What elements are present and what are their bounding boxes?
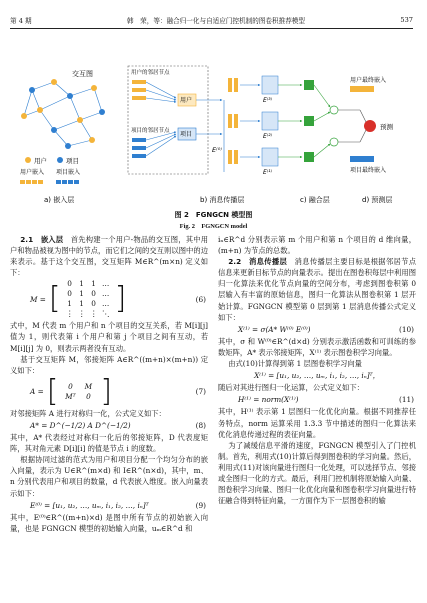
e1-label: E⁽¹⁾ <box>263 169 273 176</box>
matrix-cell: 1 <box>79 289 84 299</box>
propagation-layer <box>128 66 278 204</box>
adjacency-cell: Mᵀ <box>65 391 76 401</box>
adjacency-cell: 0 <box>86 391 91 401</box>
left-column <box>10 234 208 534</box>
equation-11 <box>218 394 416 405</box>
para-propagation-intro: 消息传播层主要目标是根据邻居节点信息来更新目标节点的向量表示。提出在图卷积每层中利用图归一化算法来优化节点向量的空间分布，考虑到图卷积第 0 层输入有丰富的原始信息，图归一化算法从图卷积第 1 层开始计算。FGNGCN 模型第 0 层到第 1 层消息传播公式定义如下： <box>218 257 416 322</box>
legend-item: 项目 <box>66 157 79 165</box>
section-2-2-title: 2.2 消息传播层 <box>228 257 288 267</box>
sub-caption-c: c) 融合层 <box>300 196 330 204</box>
eq9-body: E⁽⁰⁾ = [u₁, u₂, …, uₘ, i₁, i₂, …, iₙ]ᵀ <box>30 500 149 510</box>
eq8-body: A* = D^(−1/2) A D^(−1/2) <box>30 420 131 430</box>
section-2-1-para <box>10 234 208 278</box>
equation-8 <box>10 420 208 431</box>
interaction-graph-label: 交互图 <box>72 70 93 78</box>
matrix-cell: 1 <box>67 299 72 309</box>
matrix-cell: ⋮ <box>89 309 98 319</box>
para-layer1-intro: 由式(10)计算得到第 1 层图卷积学习向量 <box>228 359 362 369</box>
equation-6: M = [ 0 1 1 … 0 1 0 … 1 1 0 … ⋮ ⋮ ⋮ ⋱ ] (6) <box>30 279 206 319</box>
eq10-body: X⁽¹⁾ = σ(A* W⁽⁰⁾ E⁽⁰⁾) <box>238 324 311 334</box>
e0-label-b: E⁽⁰⁾ <box>212 146 222 154</box>
para-embedding-vectors: 根据协同过滤的范式为用户和项目分配一个均匀分布的嵌入向量，表示为 U∈R^(m×d) 和 I∈R^(n×d)，其中，m、n 分别代表用户和项目的数量，d 代表嵌入维度。嵌入向量表示如下： <box>10 455 208 498</box>
legend-user-embed: 用户嵌入 <box>20 169 45 176</box>
adjacency-cell: M <box>84 381 93 391</box>
header-rule <box>10 28 413 29</box>
para-norm-explain: 其中，H⁽¹⁾ 表示第 1 层图归一化优化向量。根据不同推荐任务特点，norm 运算采用 1.3.3 节中描述的图归一化算法来优化消息传递过程的表征向量。 <box>218 407 416 439</box>
eq7-number: (7) <box>195 387 206 397</box>
eq6-lhs: M = <box>30 294 46 304</box>
eq11-number: (11) <box>399 395 414 405</box>
right-column <box>218 234 416 506</box>
eq7-lhs: A = <box>30 387 44 397</box>
eq9-number: (9) <box>195 500 206 510</box>
matrix-cell: … <box>101 279 110 289</box>
legend-item-embed: 项目嵌入 <box>56 169 81 176</box>
fusion-layer <box>278 80 338 204</box>
equation-x1 <box>218 370 416 381</box>
para-normalize-intro: 对邻接矩阵 A 进行对称归一化，公式定义如下： <box>10 408 166 418</box>
e3-label: E⁽³⁾ <box>263 97 273 104</box>
e2-label: E⁽²⁾ <box>263 133 273 140</box>
interaction-matrix <box>64 279 112 319</box>
para-adjacency-intro: 基于交互矩阵 M，邻接矩阵 A∈R^((m+n)×(m+n)) 定义如下： <box>10 354 208 375</box>
matrix-cell: 0 <box>91 289 96 299</box>
matrix-cell: ⋮ <box>77 309 86 319</box>
matrix-cell: ⋮ <box>65 309 74 319</box>
running-title: 韩 荣，等：融合归一化与自适应门控机制的图卷积推荐模型 <box>126 17 305 25</box>
model-figure <box>10 32 415 210</box>
matrix-cell: … <box>101 289 110 299</box>
figure-caption-cn: 图 2 FGNGCN 模型图 <box>174 211 253 219</box>
section-2-1-title: 2.1 嵌入层 <box>20 235 64 244</box>
para-initial-input: 其中，E⁽⁰⁾∈R^((m+n)×d) 是图中所有节点的初始嵌入向量，也是 FGNGCN 模型的初始输入向量，uₘ∈R^d 和 <box>10 512 208 533</box>
matrix-cell: 1 <box>91 279 96 289</box>
adjacency-cell: 0 <box>68 381 73 391</box>
para-matrix-explain: 式中，M 代表 m 个用户和 n 个项目的交互关系，若 M[i][j] 值为 1，则代表第 i 个用户和第 j 个项目之间有互动，若 M[i][j] 为 0，则表示两者没有互动。 <box>10 321 208 353</box>
prediction-layer <box>338 76 394 204</box>
figure-caption-en: Fig. 2 FGNGCN model <box>179 223 248 230</box>
eq10-number: (10) <box>399 324 414 334</box>
matrix-cell: 1 <box>79 299 84 309</box>
legend-user: 用户 <box>34 157 47 165</box>
user-neighbor-label: 用户的邻居节点 <box>131 70 170 76</box>
para-norm-intro: 随后对其进行图归一化运算，公式定义如下： <box>218 383 364 393</box>
equation-9 <box>10 500 208 511</box>
matrix-cell: 0 <box>67 279 72 289</box>
matrix-cell: 1 <box>79 279 84 289</box>
matrix-cell: 0 <box>67 289 72 299</box>
section-2-2-para <box>218 256 416 323</box>
eq8-number: (8) <box>195 420 206 430</box>
sub-caption-a: a) 嵌入层 <box>44 196 75 204</box>
eq6-number: (6) <box>195 294 206 304</box>
adjacency-matrix <box>61 382 97 402</box>
user-final-label: 用户最终嵌入 <box>350 77 387 84</box>
equation-10 <box>218 324 416 335</box>
item-final-label: 项目最终嵌入 <box>350 167 387 174</box>
matrix-cell: 0 <box>91 299 96 309</box>
item-neighbor-label: 项目的邻居节点 <box>131 128 170 134</box>
issue-number: 第 4 期 <box>10 17 32 25</box>
para-gate-mechanism: 为了减缓信息平滑的速度，FGNGCN 模型引入了门控机制。首先，利用式(10)计算后得到图卷积的学习向量。然后，利用式(11)对该向量进行图归一化处理，可以选择节点、邻接或全图归一化的方式。最后，利用门控机制将原始输入向量、图卷积学习向量、图归一化优化向量和图卷积学习向量进行特征融合得到特征向量，一方面作为下一层图卷积的输 <box>218 440 416 506</box>
matrix-cell: ⋱ <box>101 309 110 319</box>
interaction-graph <box>20 69 105 204</box>
sub-caption-d: d) 预测层 <box>362 196 393 204</box>
eq-x1-body: X⁽¹⁾ = [u₁, u₂, …, uₘ, i₁, i₂, …, iₙ]ᵀ， <box>254 371 380 381</box>
para-degree-explain: 其中，A* 代表经过对称归一化后的邻接矩阵，D 代表度矩阵，其对角元素 D[i][i] 的值是节点 i 的度数。 <box>10 433 208 454</box>
para-embed-intro: 首先构建一个用户-物品的交互图，其中用户和物品被视为图中的节点，而它们之间的交互则以图中的边来表示。基于这个交互图，交互矩阵 M∈R^(m×n) 定义如下： <box>10 235 208 278</box>
running-header <box>10 14 413 26</box>
model-diagram <box>10 32 415 210</box>
para-node-total: iₙ∈R^d 分别表示第 m 个用户和第 n 个项目的 d 维向量，(m+n) 为节点的总数。 <box>218 235 416 256</box>
item-box-label: 项目 <box>180 131 193 138</box>
page-number: 537 <box>400 16 413 24</box>
user-box-label: 用户 <box>180 97 193 104</box>
matrix-cell: … <box>101 299 110 309</box>
predict-label: 预测 <box>380 123 393 131</box>
eq11-body: H⁽¹⁾ = norm(X⁽¹⁾) <box>238 395 299 405</box>
para-activation-explain: 其中，σ 和 W⁽⁰⁾∈R^(d×d) 分别表示激活函数和可训练的参数矩阵，A* 表示邻接矩阵，X⁽¹⁾ 表示图卷积学习向量。 <box>218 336 416 357</box>
equation-7: A = [ 0 M Mᵀ 0 ] (7) <box>30 373 206 409</box>
sub-caption-b: b) 消息传播层 <box>200 196 245 204</box>
